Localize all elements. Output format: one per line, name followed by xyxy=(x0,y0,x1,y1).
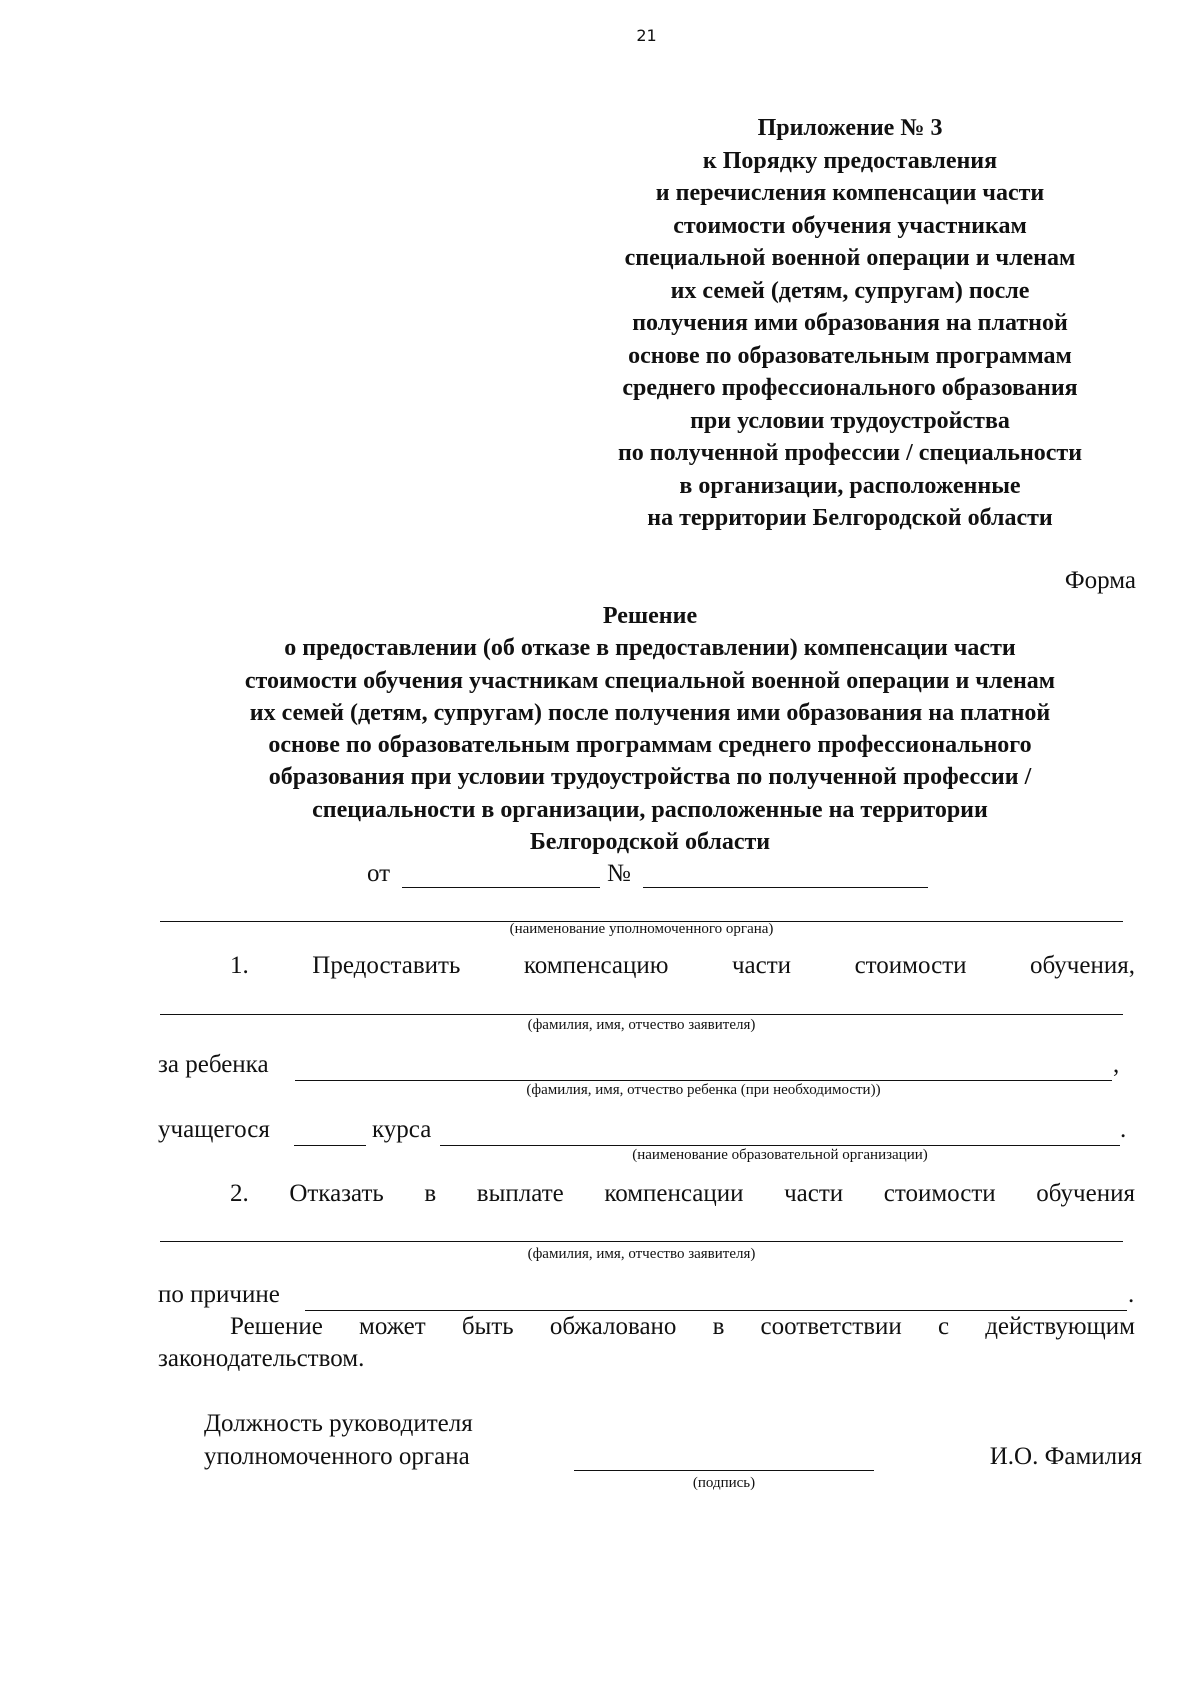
title-heading: Решение xyxy=(602,603,698,629)
appeal-word: с xyxy=(937,1313,950,1340)
course-number-field[interactable] xyxy=(294,1145,366,1146)
item2-word: в xyxy=(424,1180,437,1207)
appeal-text xyxy=(230,1313,1135,1341)
appendix-line: на территории Белгородской области xyxy=(647,505,1053,531)
appeal-line2: законодательством. xyxy=(158,1345,365,1372)
date-from-label: от xyxy=(367,860,391,887)
title-line: стоимости обучения участникам специальной военной операции и членам xyxy=(244,667,1056,694)
title-line: специальности в организации, расположенные на территории xyxy=(312,796,988,823)
number-field[interactable] xyxy=(643,887,928,888)
child-end-comma: , xyxy=(1113,1051,1120,1078)
child-field[interactable] xyxy=(295,1080,1112,1081)
appendix-line: Приложение № 3 xyxy=(757,115,943,141)
appendix-line: в организации, расположенные xyxy=(679,472,1021,499)
item1-word: 1. xyxy=(230,952,249,979)
reason-label: по причине xyxy=(158,1281,280,1308)
appendix-line: среднего профессионального образования xyxy=(622,375,1078,401)
applicant2-field[interactable] xyxy=(160,1241,1123,1242)
title-line: образования при условии трудоустройства по полученной профессии / xyxy=(268,764,1032,791)
title-line: основе по образовательным программам среднего профессионального xyxy=(268,732,1032,759)
item2-word: выплате xyxy=(476,1180,564,1207)
title-line: о предоставлении (об отказе в предоставлении) компенсации части xyxy=(284,635,1016,662)
page-number: 21 xyxy=(636,26,657,45)
reason-end-dot: . xyxy=(1128,1281,1135,1308)
org-field[interactable] xyxy=(440,1145,1120,1146)
item2-word: обучения xyxy=(1036,1180,1135,1207)
title-line: их семей (детям, супругам) после получения ими образования на платной xyxy=(249,699,1051,726)
item2-text xyxy=(230,1180,1135,1208)
student-label: учащегося xyxy=(158,1116,270,1143)
authority-caption: (наименование уполномоченного органа) xyxy=(509,921,774,937)
applicant-caption: (фамилия, имя, отчество заявителя) xyxy=(527,1017,756,1033)
document-title xyxy=(140,600,1160,858)
appeal-word: обжаловано xyxy=(549,1313,677,1340)
appendix-line: при условии трудоустройства xyxy=(690,407,1010,434)
appendix-line: их семей (детям, супругам) после xyxy=(670,277,1030,304)
appeal-word: в xyxy=(712,1313,725,1340)
appeal-word: быть xyxy=(461,1313,514,1340)
appendix-line: и перечисления компенсации части xyxy=(655,180,1045,206)
appeal-word: Решение xyxy=(230,1313,323,1340)
position-line2: уполномоченного органа xyxy=(204,1443,470,1470)
item2-word: Отказать xyxy=(289,1180,384,1207)
item1-word: обучения, xyxy=(1030,952,1135,979)
item1-word: стоимости xyxy=(854,952,967,979)
course-end-dot: . xyxy=(1120,1116,1127,1143)
child-caption: (фамилия, имя, отчество ребенка (при необходимости)) xyxy=(526,1082,881,1098)
org-caption: (наименование образовательной организации) xyxy=(632,1147,928,1163)
appeal-word: может xyxy=(359,1313,426,1340)
appendix-line: основе по образовательным программам xyxy=(628,342,1072,369)
appendix-line: специальной военной операции и членам xyxy=(624,245,1076,271)
item1-text xyxy=(230,952,1135,980)
applicant2-caption: (фамилия, имя, отчество заявителя) xyxy=(527,1246,756,1262)
appendix-header xyxy=(560,112,1140,535)
applicant-field[interactable] xyxy=(160,1014,1123,1015)
position-line1: Должность руководителя xyxy=(204,1410,473,1437)
item2-word: компенсации xyxy=(604,1180,744,1207)
appeal-word: соответствии xyxy=(760,1313,902,1340)
date-field[interactable] xyxy=(402,887,600,888)
item2-word: стоимости xyxy=(883,1180,996,1207)
item1-word: Предоставить xyxy=(312,952,461,979)
reason-field[interactable] xyxy=(305,1310,1127,1311)
item2-word: 2. xyxy=(230,1180,249,1207)
item1-word: части xyxy=(731,952,792,979)
item2-word: части xyxy=(784,1180,844,1207)
appendix-line: по полученной профессии / специальности xyxy=(617,440,1083,466)
appendix-line: стоимости обучения участникам xyxy=(673,212,1027,239)
course-label: курса xyxy=(372,1116,432,1143)
signatory-name: И.О. Фамилия xyxy=(989,1443,1142,1470)
appendix-line: к Порядку предоставления xyxy=(702,147,998,174)
signature-caption: (подпись) xyxy=(692,1475,756,1491)
appeal-word: действующим xyxy=(985,1313,1135,1340)
child-label: за ребенка xyxy=(158,1051,269,1078)
number-label: № xyxy=(607,860,631,887)
appendix-line: получения ими образования на платной xyxy=(632,310,1068,336)
title-line: Белгородской области xyxy=(529,829,771,856)
signature-field[interactable] xyxy=(574,1470,874,1471)
item1-word: компенсацию xyxy=(523,952,669,979)
form-label: Форма xyxy=(1064,567,1136,594)
